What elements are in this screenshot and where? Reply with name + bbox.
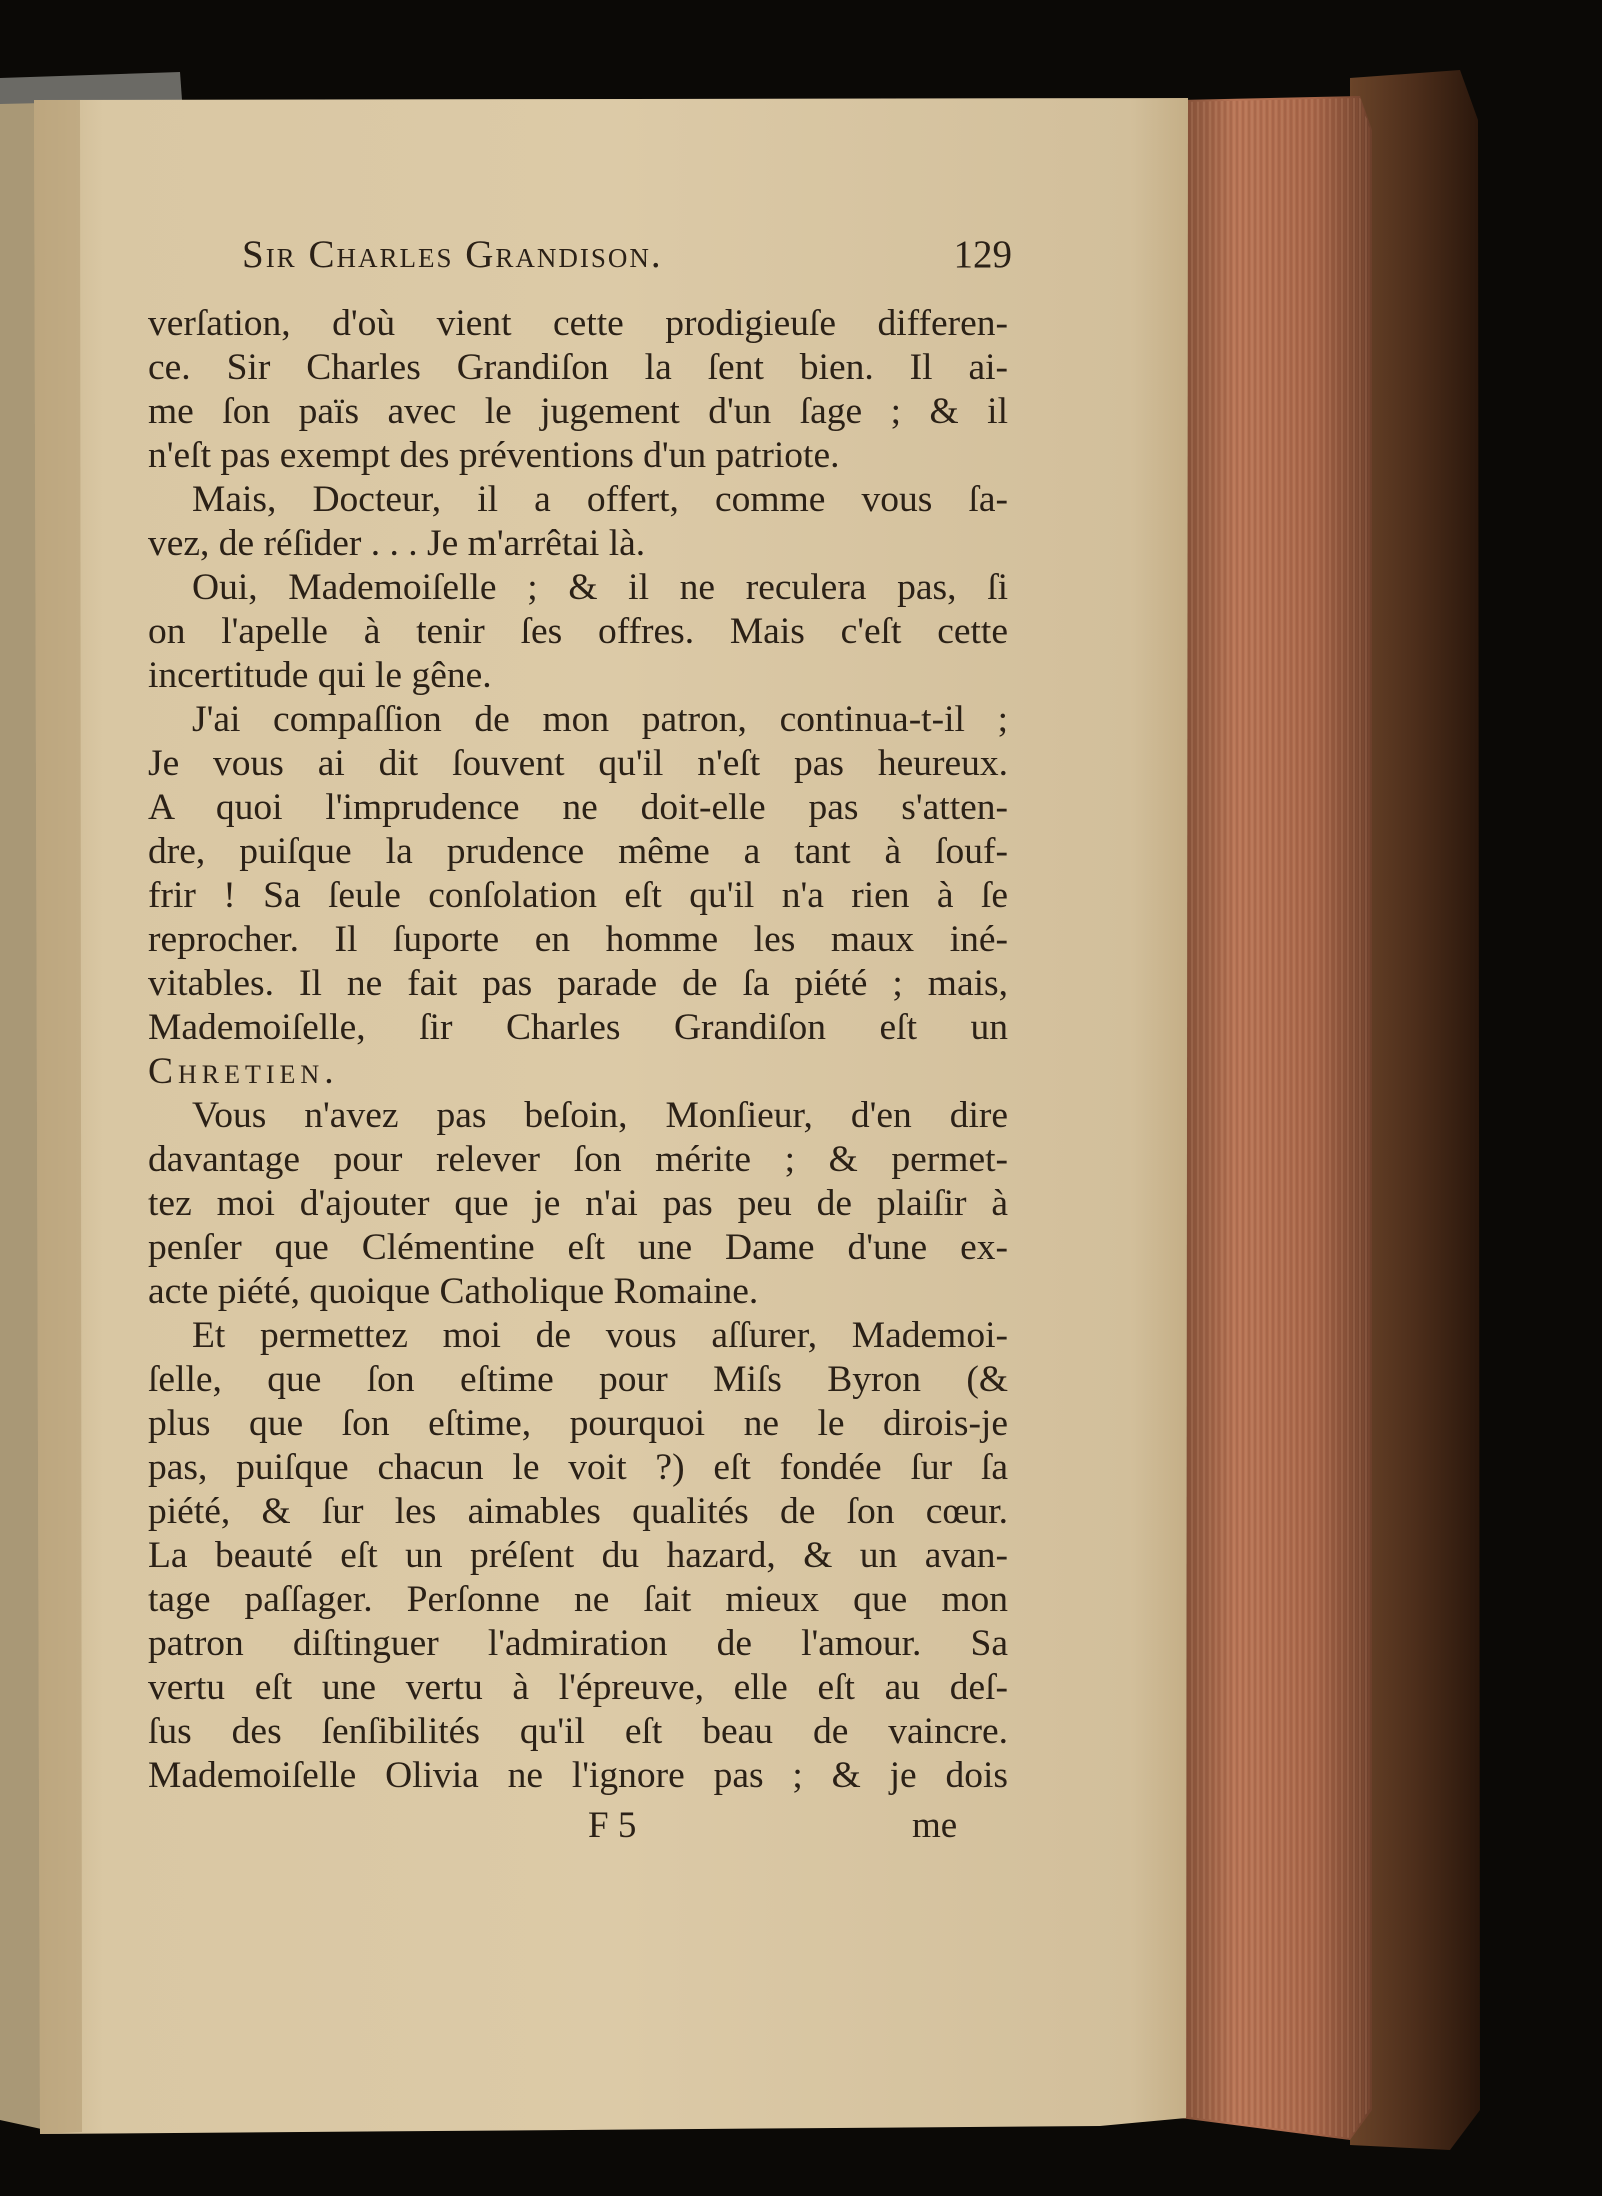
text-line: vez, de réſider . . . Je m'arrêtai là. [148,523,646,564]
text-line: dre, puiſque la prudence même a tant à ſouf- [148,831,1008,872]
signature-mark: F 5 [588,1805,637,1846]
text-line: acte piété, quoique Catholique Romaine. [148,1271,759,1312]
text-line: davantage pour relever ſon mérite ; & permet- [148,1139,1008,1180]
text-line: tez moi d'ajouter que je n'ai pas peu de plaiſir à [148,1183,1008,1224]
running-head-title: Sir Charles Grandison. [242,233,663,276]
page-block-leaves [1180,98,1370,2138]
text-line: patron diſtinguer l'admiration de l'amour. Sa [148,1623,1008,1664]
text-line: Oui, Mademoiſelle ; & il ne reculera pas, ſi [192,567,1008,608]
text-line: vitables. Il ne fait pas parade de ſa piété ; mais, [148,963,1008,1004]
text-line: plus que ſon eſtime, pourquoi ne le dirois-je [148,1403,1008,1444]
text-line: n'eſt pas exempt des préventions d'un patriote. [148,435,840,476]
text-line: reprocher. Il ſuporte en homme les maux iné- [148,919,1008,960]
text-line: Mademoiſelle, ſir Charles Grandiſon eſt un [148,1007,1008,1048]
text-line: La beauté eſt un préſent du hazard, & un avan- [148,1535,1008,1576]
text-line: A quoi l'imprudence ne doit-elle pas s'atten- [148,787,1008,828]
catchword: me [912,1805,958,1846]
text-line: Je vous ai dit ſouvent qu'il n'eſt pas heureux. [148,743,1008,784]
text-line: Et permettez moi de vous aſſurer, Mademoi- [192,1315,1008,1356]
text-line: Chretien. [148,1051,339,1092]
text-line: verſation, d'où vient cette prodigieuſe differen- [148,303,1008,344]
text-line: ce. Sir Charles Grandiſon la ſent bien. Il ai- [148,347,1008,388]
page-number: 129 [953,233,1012,276]
text-line: Vous n'avez pas beſoin, Monſieur, d'en dire [192,1095,1008,1136]
text-line: tage paſſager. Perſonne ne ſait mieux que mon [148,1579,1008,1620]
text-line: Mademoiſelle Olivia ne l'ignore pas ; & je dois [148,1755,1008,1796]
text-line: ſus des ſenſibilités qu'il eſt beau de vaincre. [148,1711,1008,1752]
text-line: piété, & ſur les aimables qualités de ſon cœur. [148,1491,1008,1532]
text-line: penſer que Clémentine eſt une Dame d'une ex- [148,1227,1008,1268]
text-line: frir ! Sa ſeule conſolation eſt qu'il n'a rien à ſe [148,875,1008,916]
text-line: vertu eſt une vertu à l'épreuve, elle eſt au deſ- [148,1667,1008,1708]
text-line: J'ai compaſſion de mon patron, continua-t-il ; [192,699,1008,740]
text-line: incertitude qui le gêne. [148,655,492,696]
text-line: pas, puiſque chacun le voit ?) eſt fondée ſur ſa [148,1447,1008,1488]
text-line: me ſon païs avec le jugement d'un ſage ; & il [148,391,1008,432]
text-line: on l'apelle à tenir ſes offres. Mais c'eſt cette [148,611,1008,652]
text-line: ſelle, que ſon eſtime pour Miſs Byron (& [148,1359,1008,1400]
text-line: Mais, Docteur, il a offert, comme vous ſa- [192,479,1008,520]
gutter-shadow [34,100,82,2134]
running-head [242,232,1012,292]
